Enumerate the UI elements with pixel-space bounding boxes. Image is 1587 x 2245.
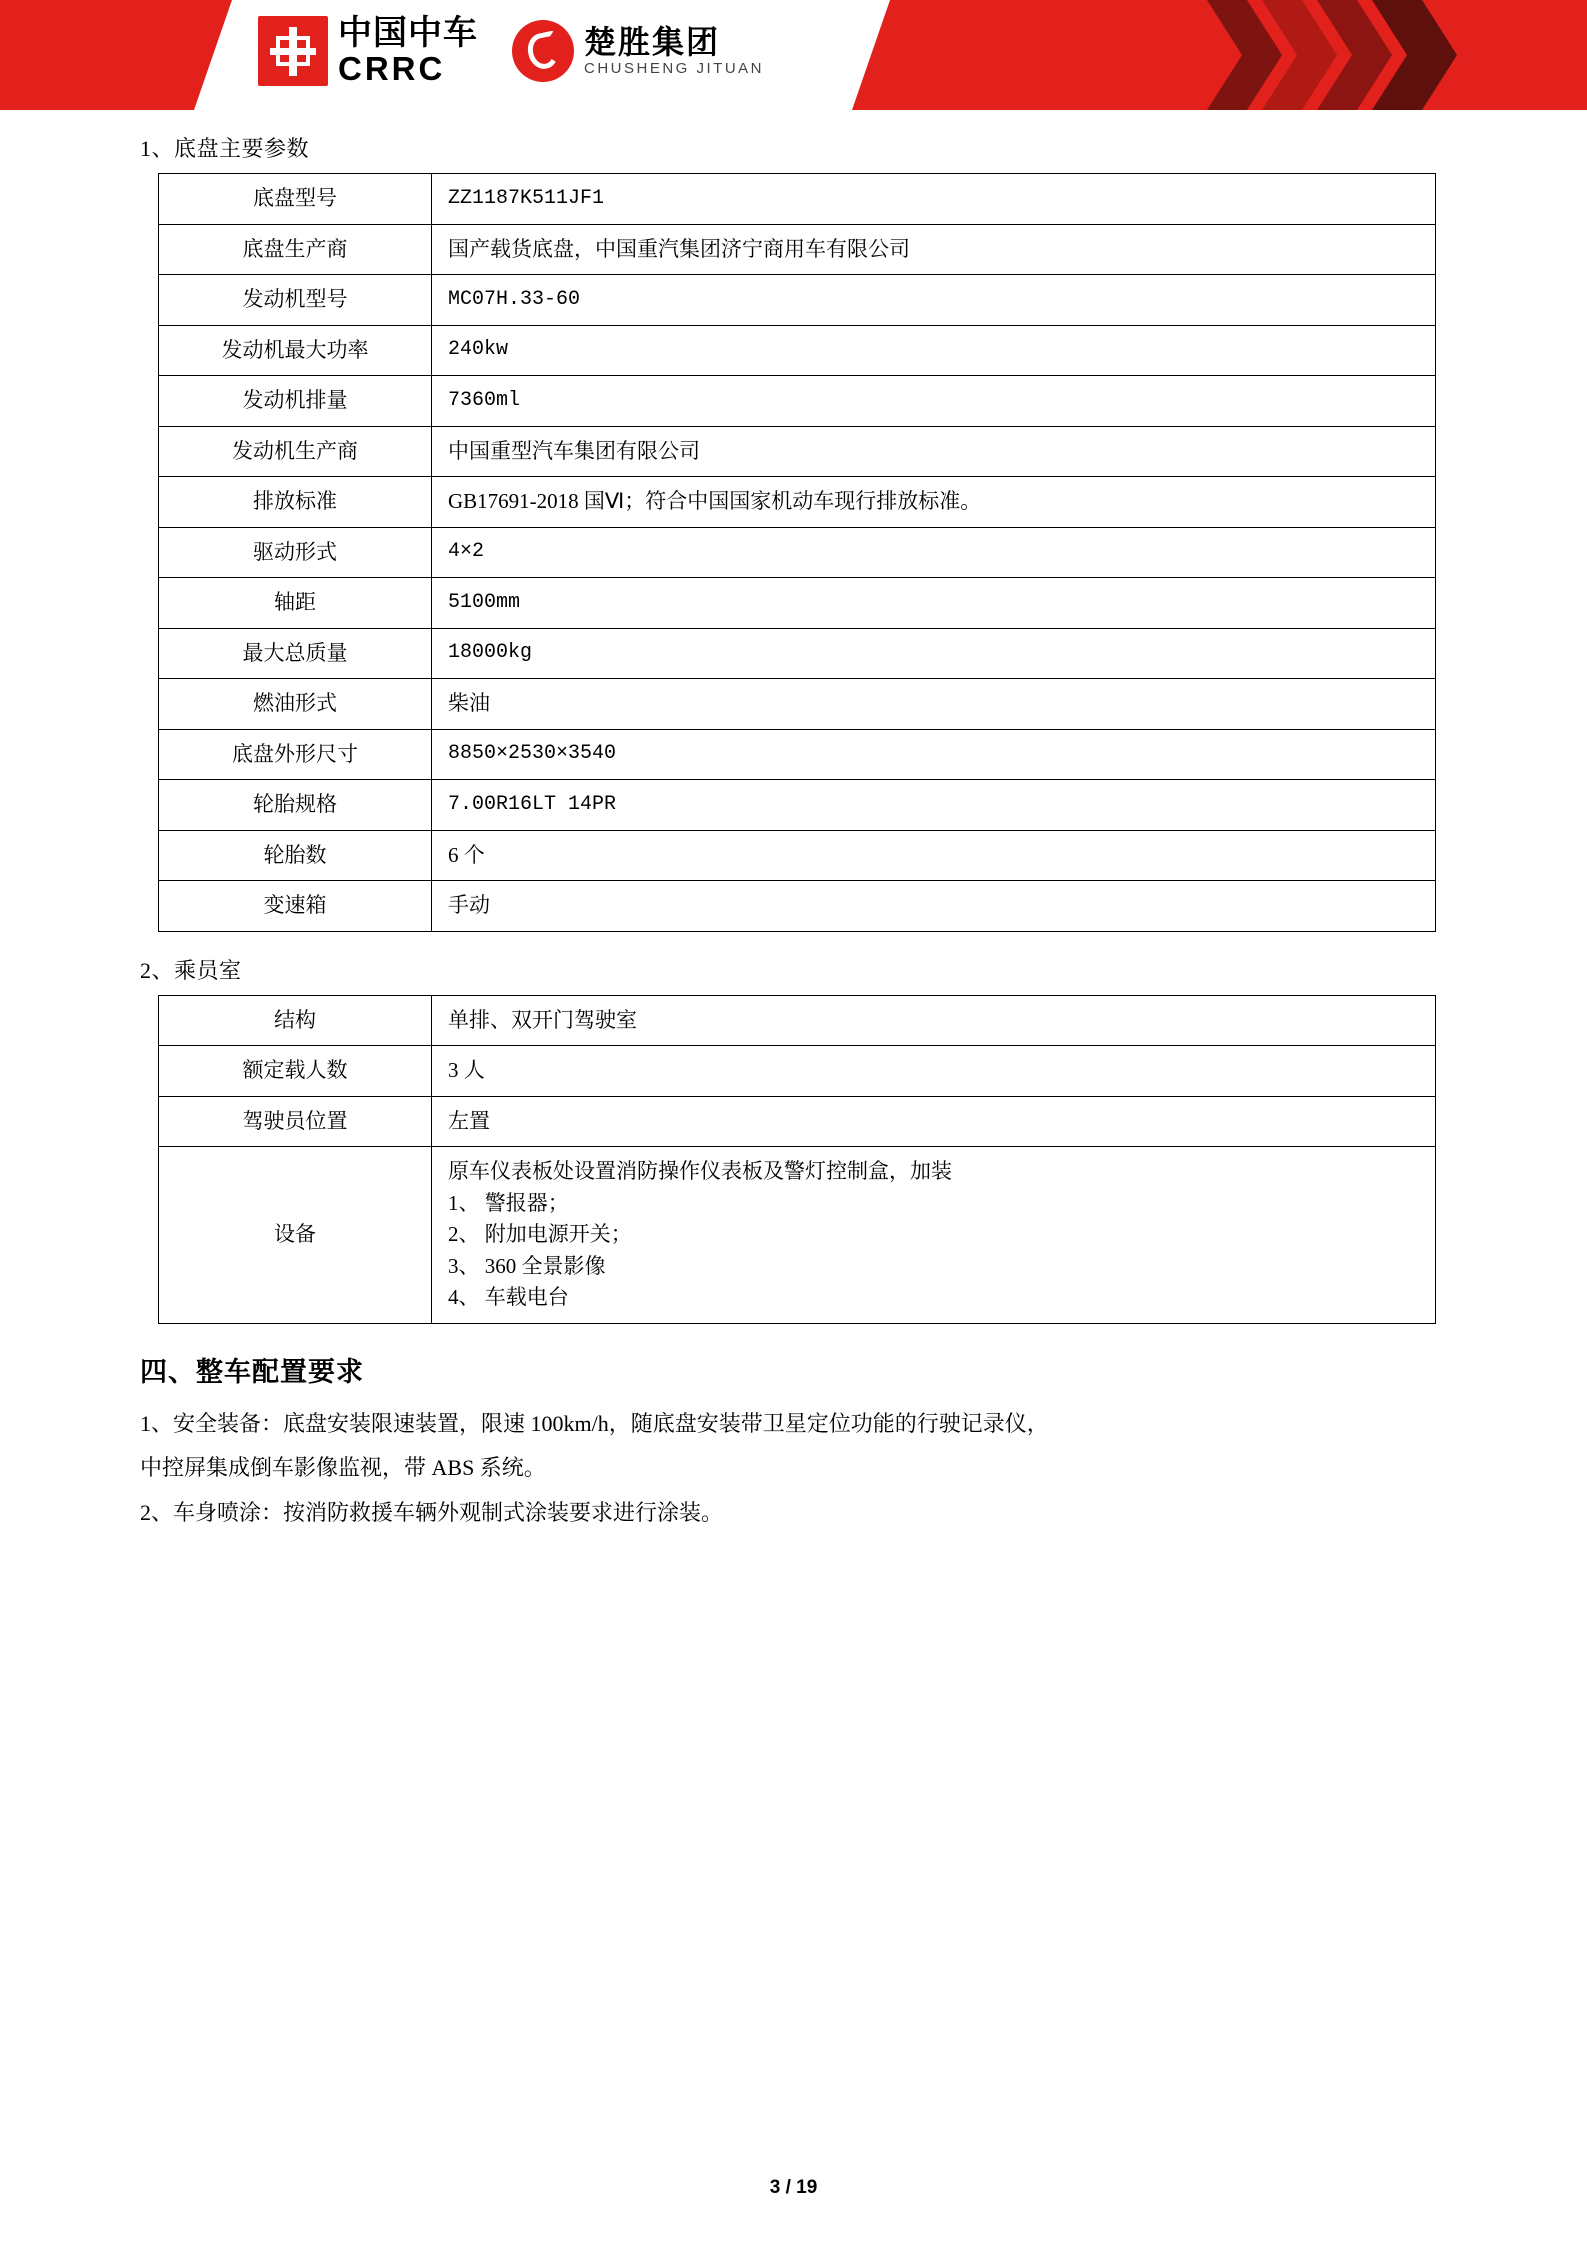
cabin-spec-table bbox=[158, 995, 1436, 1324]
chusheng-logo bbox=[512, 20, 764, 82]
row-key: 驱动形式 bbox=[159, 527, 432, 578]
row-key: 发动机排量 bbox=[159, 376, 432, 427]
row-value: 240kw bbox=[432, 325, 1436, 376]
row-key: 额定载人数 bbox=[159, 1046, 432, 1097]
chevron-decoration-icon bbox=[1207, 0, 1477, 110]
row-key: 驾驶员位置 bbox=[159, 1096, 432, 1147]
chusheng-brand-en: CHUSHENG JITUAN bbox=[584, 59, 765, 77]
row-key: 轴距 bbox=[159, 578, 432, 629]
table-row bbox=[159, 679, 1436, 730]
row-value: 5100mm bbox=[432, 578, 1436, 629]
row-value: 中国重型汽车集团有限公司 bbox=[432, 426, 1436, 477]
table-row bbox=[159, 426, 1436, 477]
chassis-section-label: 1、底盘主要参数 bbox=[140, 136, 310, 161]
row-value: GB17691-2018 国Ⅵ；符合中国国家机动车现行排放标准。 bbox=[432, 477, 1436, 528]
config-item-1-line-2: 中控屏集成倒车影像监视，带 ABS 系统。 bbox=[140, 1455, 546, 1480]
row-key: 底盘外形尺寸 bbox=[159, 729, 432, 780]
crrc-emblem-icon bbox=[258, 16, 328, 86]
table-row bbox=[159, 995, 1436, 1046]
row-key: 发动机生产商 bbox=[159, 426, 432, 477]
config-item-2: 2、车身喷涂：按消防救援车辆外观制式涂装要求进行涂装。 bbox=[140, 1499, 724, 1525]
row-value: 6 个 bbox=[432, 830, 1436, 881]
chassis-spec-table bbox=[158, 173, 1436, 932]
equipment-line: 1、 警报器； bbox=[448, 1190, 569, 1215]
row-value: 4×2 bbox=[432, 527, 1436, 578]
table-row bbox=[159, 224, 1436, 275]
row-value: 柴油 bbox=[432, 679, 1436, 730]
row-key: 发动机最大功率 bbox=[159, 325, 432, 376]
row-key: 最大总质量 bbox=[159, 628, 432, 679]
row-key: 变速箱 bbox=[159, 881, 432, 932]
table-row bbox=[159, 325, 1436, 376]
table-row bbox=[159, 477, 1436, 528]
row-value: 手动 bbox=[432, 881, 1436, 932]
table-row bbox=[159, 1096, 1436, 1147]
row-value: 7360ml bbox=[432, 376, 1436, 427]
row-key: 轮胎数 bbox=[159, 830, 432, 881]
table-row bbox=[159, 1046, 1436, 1097]
crrc-brand-en: CRRC bbox=[338, 49, 446, 87]
table-row bbox=[159, 830, 1436, 881]
config-section-title: 四、整车配置要求 bbox=[140, 1356, 364, 1387]
table-row bbox=[159, 628, 1436, 679]
row-value: 国产载货底盘，中国重汽集团济宁商用车有限公司 bbox=[432, 224, 1436, 275]
table-row-equipment bbox=[159, 1147, 1436, 1324]
equipment-line: 4、 车载电台 bbox=[448, 1285, 569, 1309]
table-row bbox=[159, 376, 1436, 427]
equipment-line: 2、 附加电源开关； bbox=[448, 1222, 632, 1246]
row-value: 8850×2530×3540 bbox=[432, 729, 1436, 780]
table-row bbox=[159, 275, 1436, 326]
row-value: 7.00R16LT 14PR bbox=[432, 780, 1436, 831]
crrc-logo bbox=[258, 16, 478, 86]
table-row bbox=[159, 881, 1436, 932]
row-value-equipment-list bbox=[432, 1147, 1436, 1324]
table-row bbox=[159, 527, 1436, 578]
row-key: 底盘型号 bbox=[159, 174, 432, 225]
table-row bbox=[159, 174, 1436, 225]
row-key: 轮胎规格 bbox=[159, 780, 432, 831]
logo-row bbox=[258, 16, 764, 86]
row-key: 燃油形式 bbox=[159, 679, 432, 730]
table-row bbox=[159, 578, 1436, 629]
cabin-section-label: 2、乘员室 bbox=[140, 957, 242, 983]
row-key: 发动机型号 bbox=[159, 275, 432, 326]
config-item-1-line-1: 1、安全装备：底盘安装限速装置，限速 100km/h，随底盘安装带卫星定位功能的行驶记录仪， bbox=[140, 1410, 1049, 1436]
equipment-line: 原车仪表板处设置消防操作仪表板及警灯控制盒，加装 bbox=[448, 1159, 952, 1183]
row-value: MC07H.33-60 bbox=[432, 275, 1436, 326]
table-row bbox=[159, 780, 1436, 831]
table-row bbox=[159, 729, 1436, 780]
row-value: 单排、双开门驾驶室 bbox=[432, 995, 1436, 1046]
page-number: 3 / 19 bbox=[769, 2177, 818, 2198]
row-key: 设备 bbox=[159, 1147, 432, 1324]
row-key: 排放标准 bbox=[159, 477, 432, 528]
crrc-brand-cn: 中国中车 bbox=[338, 14, 478, 52]
equipment-line: 3、 360 全景影像 bbox=[448, 1253, 606, 1278]
row-value: 左置 bbox=[432, 1096, 1436, 1147]
chusheng-brand-cn: 楚胜集团 bbox=[584, 24, 721, 61]
row-key: 底盘生产商 bbox=[159, 224, 432, 275]
row-key: 结构 bbox=[159, 995, 432, 1046]
page-header-banner bbox=[0, 0, 1587, 110]
chusheng-emblem-icon bbox=[512, 20, 574, 82]
page-content bbox=[0, 132, 1587, 1532]
row-value: 18000kg bbox=[432, 628, 1436, 679]
row-value: 3 人 bbox=[432, 1046, 1436, 1097]
row-value: ZZ1187K511JF1 bbox=[432, 174, 1436, 225]
